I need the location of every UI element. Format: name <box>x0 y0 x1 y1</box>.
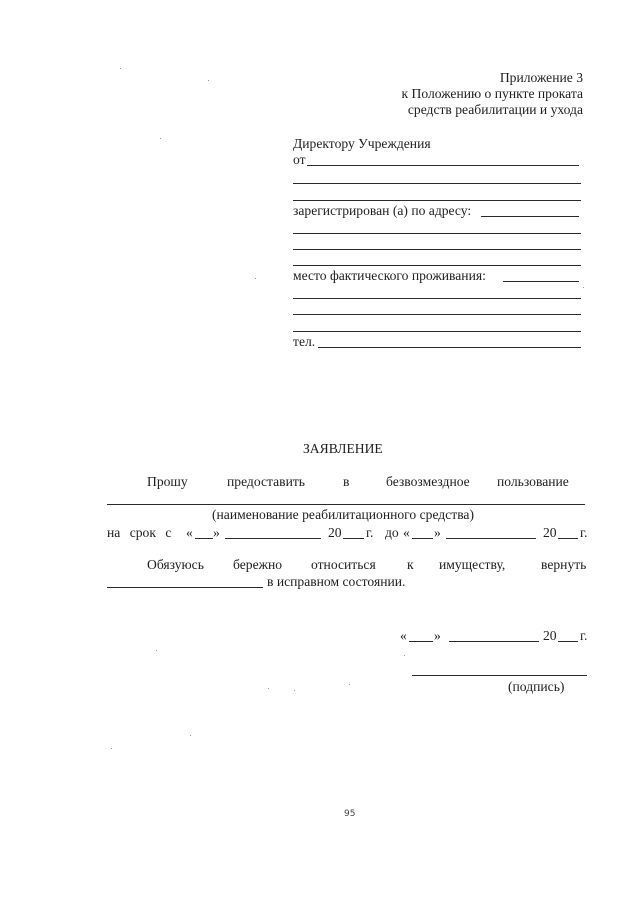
scan-speck <box>255 278 256 279</box>
residence-field-line[interactable] <box>503 281 579 282</box>
residence-field-line-4[interactable] <box>293 331 581 332</box>
appendix-line-3: средств реабилитации и ухода <box>407 102 583 117</box>
term-from-quote-close: » <box>213 525 220 540</box>
addressee-director: Директору Учреждения <box>293 136 431 151</box>
phone-field-line[interactable] <box>318 347 581 348</box>
signature-caption: (подпись) <box>508 679 565 694</box>
date-month-line[interactable] <box>449 641 539 642</box>
signature-field-line[interactable] <box>412 675 587 676</box>
registered-label: зарегистрирован (а) по адресу: <box>293 203 472 218</box>
date-quote-open: « <box>400 628 407 643</box>
pledge-word-4: к <box>407 557 414 572</box>
return-item-field-line[interactable] <box>107 587 263 588</box>
registered-field-line-2[interactable] <box>293 233 581 234</box>
term-to-quote-close: » <box>434 525 441 540</box>
scan-speck <box>268 688 269 689</box>
date-year-suffix: г. <box>580 628 588 643</box>
scan-speck <box>120 68 121 69</box>
date-quote-close: » <box>434 628 441 643</box>
appendix-line-2: к Положению о пункте проката <box>401 86 583 101</box>
request-word-5: пользование <box>497 474 569 489</box>
registered-field-line-3[interactable] <box>293 249 581 250</box>
residence-field-line-3[interactable] <box>293 314 581 315</box>
term-to-word: до <box>385 525 399 540</box>
condition-text: в исправном состоянии. <box>267 574 406 589</box>
from-field-line[interactable] <box>307 165 579 166</box>
pledge-word-5: имуществу, <box>439 557 506 572</box>
statement-heading: ЗАЯВЛЕНИЕ <box>303 441 383 456</box>
pledge-word-3: относиться <box>311 557 376 572</box>
residence-field-line-2[interactable] <box>293 298 581 299</box>
scan-speck <box>294 690 295 691</box>
pledge-word-2: бережно <box>233 557 283 572</box>
item-name-field-line[interactable] <box>107 504 585 505</box>
term-to-day-line[interactable] <box>412 538 433 539</box>
appendix-title: Приложение 3 <box>499 70 583 85</box>
term-from-day-line[interactable] <box>195 538 213 539</box>
term-from-year-line[interactable] <box>343 538 364 539</box>
scan-speck <box>156 650 157 651</box>
registered-field-line[interactable] <box>481 216 579 217</box>
request-word-2: предоставить <box>227 474 305 489</box>
scan-speck <box>404 655 405 656</box>
residence-label: место фактического проживания: <box>293 268 486 283</box>
date-day-line[interactable] <box>409 641 433 642</box>
term-from-year-prefix: 20 <box>328 525 342 540</box>
scan-speck <box>349 684 350 685</box>
term-to-month-line[interactable] <box>446 538 536 539</box>
term-to-year-prefix: 20 <box>543 525 557 540</box>
from-field-line-3[interactable] <box>293 200 581 201</box>
term-to-quote-open: « <box>403 525 410 540</box>
phone-label: тел. <box>293 334 316 349</box>
term-to-year-line[interactable] <box>558 538 578 539</box>
term-from-quote-open: « <box>186 525 193 540</box>
scan-speck <box>583 287 584 288</box>
from-label: от <box>293 152 306 167</box>
term-from-year-suffix: г. <box>366 525 374 540</box>
scan-speck <box>111 748 112 749</box>
scan-speck <box>190 735 191 736</box>
date-year-line[interactable] <box>558 641 578 642</box>
term-to-year-suffix: г. <box>580 525 588 540</box>
request-word-1: Прошу <box>147 474 188 489</box>
scan-speck <box>208 80 209 81</box>
pledge-word-1: Обязуюсь <box>147 557 204 572</box>
scan-speck <box>160 138 161 139</box>
page-number: 95 <box>344 809 356 819</box>
item-name-caption: (наименование реабилитационного средства) <box>212 507 474 522</box>
request-word-3: в <box>343 474 350 489</box>
pledge-word-6: вернуть <box>541 557 587 572</box>
request-word-4: безвозмездное <box>386 474 470 489</box>
term-prefix: на срок с <box>107 525 172 540</box>
from-field-line-2[interactable] <box>293 183 581 184</box>
date-year-prefix: 20 <box>543 628 557 643</box>
term-from-month-line[interactable] <box>225 538 321 539</box>
registered-field-line-4[interactable] <box>293 265 581 266</box>
